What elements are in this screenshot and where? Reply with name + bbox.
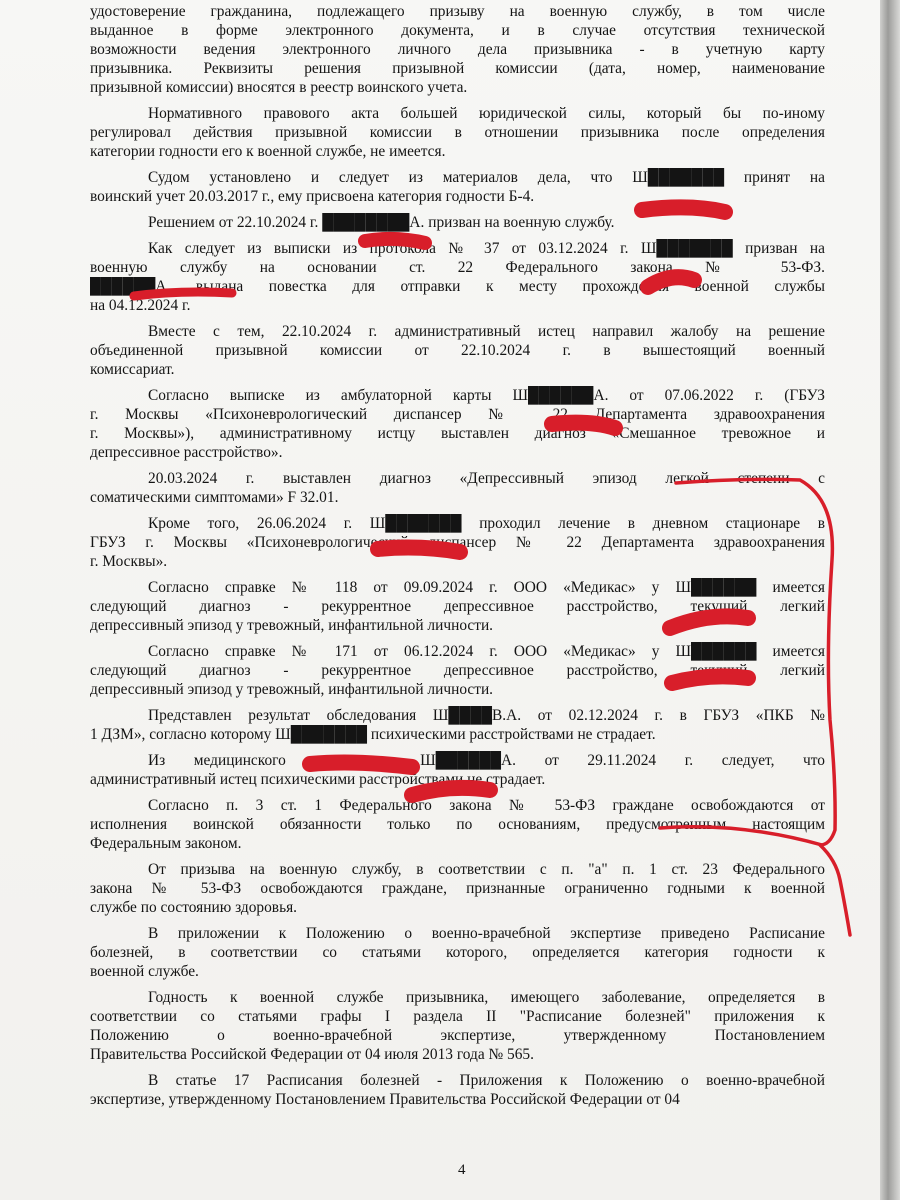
text-line: Как следует из выписки из протокола № 37 от 03.12.2024 г. Ш███████ призван на (148, 240, 825, 257)
page-number: 4 (458, 1162, 466, 1178)
text-line: Согласно выписке из амбулаторной карты Ш██████А. от 07.06.2022 г. (ГБУЗ (148, 387, 825, 404)
text-line: болезней, в соответствии со статьями которого, определяется категория годности к (90, 944, 825, 961)
paragraph-p10 (90, 578, 825, 635)
text-line: на 04.12.2024 г. (90, 297, 191, 314)
paragraph-p5 (90, 239, 825, 315)
text-line: военную службу на основании ст. 22 Федерального закона № 53-ФЗ. (90, 259, 825, 276)
text-line: Судом установлено и следует из материалов дела, что Ш███████ принят на (148, 169, 825, 186)
paragraph-p15 (90, 860, 825, 917)
text-line: 1 ДЗМ», согласно которому Ш███████ психическими расстройствами не страдает. (90, 726, 656, 743)
text-line: Согласно справке № 171 от 06.12.2024 г. ООО «Медикас» у Ш██████ имеется (148, 643, 825, 660)
text-line: ██████А. выдана повестка для отправки к месту прохождения военной службы (90, 278, 825, 295)
text-line: комиссариат. (90, 361, 175, 378)
text-line: выданное в форме электронного документа, и в случае отсутствия технической (90, 22, 825, 39)
text-line: удостоверение гражданина, подлежащего призыву на военную службу, в том числе (90, 3, 825, 20)
paragraph-p17 (90, 988, 825, 1064)
text-line: исполнения воинской обязанности только по основаниям, предусмотренным настоящим (90, 816, 825, 833)
text-line: Нормативного правового акта большей юридической силы, который бы по-иному (148, 105, 825, 122)
text-line: призывной комиссии) вносятся в реестр воинского учета. (90, 79, 468, 96)
text-line: г. Москвы»), административному истцу выставлен диагноз «Смешанное тревожное и (90, 425, 825, 442)
paragraph-p3 (90, 168, 825, 206)
text-line: Решением от 22.10.2024 г. ████████А. призван на военную службу. (148, 214, 615, 231)
paragraph-p1 (90, 2, 825, 97)
text-line: призывника. Реквизиты решения призывной комиссии (дата, номер, наименование (90, 60, 825, 77)
text-line: следующий диагноз - рекуррентное депрессивное расстройство, текущий легкий (90, 598, 825, 615)
text-line: В статье 17 Расписания болезней - Приложения к Положению о военно-врачебной (148, 1072, 825, 1089)
paragraph-p12 (90, 706, 825, 744)
text-line: Вместе с тем, 22.10.2024 г. административный истец направил жалобу на решение (148, 323, 825, 340)
text-line: возможности ведения электронного личного дела призывника - в учетную карту (90, 41, 825, 58)
text-line: административный истец психическими расстройствами не страдает. (90, 771, 546, 788)
paragraph-p8 (90, 469, 825, 507)
text-line: В приложении к Положению о военно-врачебной экспертизе приведено Расписание (148, 925, 825, 942)
text-line: г. Москвы «Психоневрологический диспансер № 22 Департамента здравоохранения (90, 406, 825, 423)
text-line: воинский учет 20.03.2017 г., ему присвоена категория годности Б-4. (90, 188, 535, 205)
text-line: регулировал действия призывной комиссии в отношении призывника после определения (90, 124, 825, 141)
text-line: Годность к военной службе призывника, имеющего заболевание, определяется в (148, 989, 825, 1006)
text-line: От призыва на военную службу, в соответствии с п. "а" п. 1 ст. 23 Федерального (148, 861, 825, 878)
text-line: соматическими симптомами» F 32.01. (90, 489, 339, 506)
document-body (90, 2, 825, 1116)
text-line: ГБУЗ г. Москвы «Психоневрологический диспансер № 22 Департамента здравоохранения (90, 534, 825, 551)
text-line: объединенной призывной комиссии от 22.10.2024 г. в вышестоящий военный (90, 342, 825, 359)
text-line: Федеральным законом. (90, 835, 242, 852)
paragraph-p11 (90, 642, 825, 699)
page-edge-shadow (880, 0, 900, 1200)
text-line: экспертизе, утвержденному Постановлением Правительства Российской Федерации от 04 (90, 1091, 680, 1108)
text-line: Правительства Российской Федерации от 04 июля 2013 года № 565. (90, 1046, 534, 1063)
text-line: категории годности его к военной службе, не имеется. (90, 143, 446, 160)
text-line: Из медицинского заключения Ш██████А. от 29.11.2024 г. следует, что (148, 752, 825, 769)
text-line: Согласно справке № 118 от 09.09.2024 г. ООО «Медикас» у Ш██████ имеется (148, 579, 825, 596)
paragraph-p2 (90, 104, 825, 161)
text-line: службе по состоянию здоровья. (90, 899, 298, 916)
text-line: 20.03.2024 г. выставлен диагноз «Депрессивный эпизод легкой степени с (148, 470, 825, 487)
paragraph-p13 (90, 751, 825, 789)
text-line: Положению о военно-врачебной экспертизе, утвержденному Постановлением (90, 1027, 825, 1044)
paragraph-p16 (90, 924, 825, 981)
text-line: г. Москвы». (90, 553, 168, 570)
text-line: депрессивное расстройство». (90, 444, 283, 461)
text-line: военной службе. (90, 963, 199, 980)
text-line: Согласно п. 3 ст. 1 Федерального закона № 53-ФЗ граждане освобождаются от (148, 797, 825, 814)
text-line: депрессивный эпизод у тревожный, инфантильной личности. (90, 617, 494, 634)
paragraph-p14 (90, 796, 825, 853)
text-line: депрессивный эпизод у тревожный, инфантильной личности. (90, 681, 494, 698)
text-line: соответствии со статьями графы I раздела II "Расписание болезней" приложения к (90, 1008, 825, 1025)
paragraph-p9 (90, 514, 825, 571)
text-line: Кроме того, 26.06.2024 г. Ш███████ проходил лечение в дневном стационаре в (148, 515, 825, 532)
paragraph-p6 (90, 322, 825, 379)
text-line: закона № 53-ФЗ освобождаются граждане, признанные ограниченно годными к военной (90, 880, 825, 897)
paragraph-p4 (90, 213, 825, 232)
paragraph-p18 (90, 1071, 825, 1109)
text-line: следующий диагноз - рекуррентное депрессивное расстройство, текущий легкий (90, 662, 825, 679)
paragraph-p7 (90, 386, 825, 462)
text-line: Представлен результат обследования Ш████В.А. от 02.12.2024 г. в ГБУЗ «ПКБ № (148, 707, 825, 724)
